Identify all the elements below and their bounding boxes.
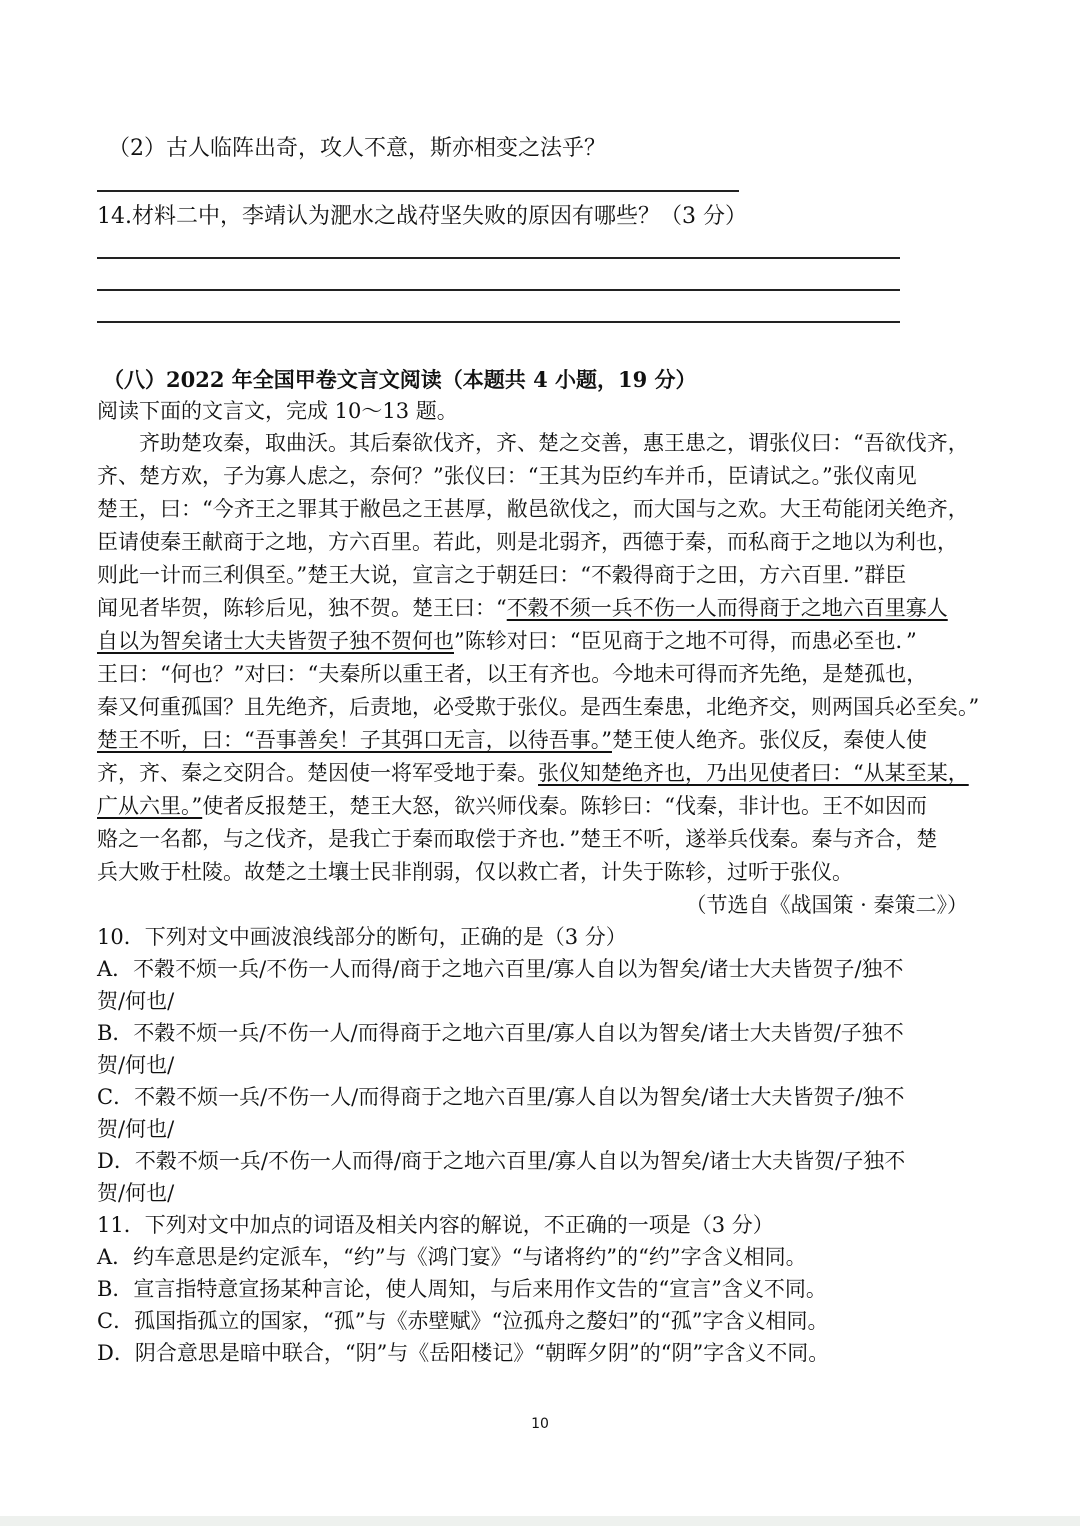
section-title: （八）2022 年全国甲卷文言文阅读（本题共 4 小题，19 分） <box>103 367 697 392</box>
passage-text: 齐，齐、秦之交阴合。楚因使一将军受地于秦。 <box>97 761 538 785</box>
passage-line <box>97 791 927 821</box>
passage-line <box>97 626 917 656</box>
q11-option-b: B．宣言指特意宣扬某种言论，使人周知，与后来用作文告的“宣言”含义不同。 <box>97 1277 827 1301</box>
passage-source: （节选自《战国策 · 秦策二》） <box>685 893 968 917</box>
q10-option-d: D．不穀不烦一兵/不伤一人而得/商于之地六百里/寡人自以为智矣/诸士大夫皆贺/子独不 <box>97 1149 906 1173</box>
passage-line <box>97 725 927 755</box>
passage-line: 王曰：“何也？”对曰：“夫秦所以重王者，以王有齐也。今地未可得而齐先绝，是楚孤也， <box>97 662 928 686</box>
answer-line <box>97 321 900 323</box>
passage-line: 齐、楚方欢，子为寡人虑之，奈何？”张仪曰：“王其为臣约车并币，臣请试之。”张仪南见 <box>97 464 917 488</box>
passage-line: 臣请使秦王献商于之地，方六百里。若此，则是北弱齐，西德于秦，而私商于之地以为利也， <box>97 530 958 554</box>
passage-line: 秦又何重孤国？且先绝齐，后责地，必受欺于张仪。是西生秦患，北绝齐交，则两国兵必至矣。” <box>97 695 980 719</box>
answer-line <box>97 190 739 192</box>
passage-line <box>97 758 969 788</box>
q11-stem: 11．下列对文中加点的词语及相关内容的解说，不正确的一项是（3 分） <box>97 1213 774 1237</box>
wavy-underlined-text: 不穀不须一兵不伤一人而得商于之地六百里寡人 <box>506 596 948 620</box>
underlined-text: 广从六里。” <box>97 794 203 818</box>
passage-text: 楚王使人绝齐。张仪反，秦使人使 <box>611 728 927 752</box>
page-number: 10 <box>531 1416 549 1432</box>
section-instruction: 阅读下面的文言文，完成 10～13 题。 <box>97 399 458 423</box>
q11-option-d: D．阴合意思是暗中联合，“阴”与《岳阳楼记》“朝晖夕阴”的“阴”字含义不同。 <box>97 1341 830 1365</box>
answer-line <box>97 257 900 259</box>
passage-line: 齐助楚攻秦，取曲沃。其后秦欲伐齐，齐、楚之交善，惠王患之，谓张仪曰：“吾欲伐齐， <box>97 431 969 455</box>
q14-text: 14.材料二中，李靖认为淝水之战苻坚失败的原因有哪些？（3 分） <box>97 204 747 229</box>
scan-edge <box>0 1516 1080 1526</box>
q11-option-c: C．孤国指孤立的国家，“孤”与《赤壁赋》“泣孤舟之嫠妇”的“孤”字含义相同。 <box>97 1309 829 1333</box>
underlined-text: 张仪知楚绝齐也，乃出见使者曰：“从某至某， <box>538 761 969 785</box>
q10-option-c-cont: 贺/何也/ <box>97 1117 175 1141</box>
q10-option-b-cont: 贺/何也/ <box>97 1053 175 1077</box>
underlined-text: 楚王不听，曰：“吾事善矣！子其弭口无言，以待吾事。” <box>97 728 612 752</box>
passage-line: 兵大败于杜陵。故楚之土壤士民非削弱，仅以救亡者，计失于陈轸，过听于张仪。 <box>97 860 853 884</box>
q13-part2-text: （2）古人临阵出奇，攻人不意，斯亦相变之法乎？ <box>108 136 606 161</box>
answer-line <box>97 289 900 291</box>
q10-option-c: C．不穀不烦一兵/不伤一人/而得商于之地六百里/寡人自以为智矣/诸士大夫皆贺子/独不 <box>97 1085 905 1109</box>
q10-stem: 10．下列对文中画波浪线部分的断句，正确的是（3 分） <box>97 925 627 949</box>
q10-option-a: A．不穀不烦一兵/不伤一人而得/商于之地六百里/寡人自以为智矣/诸士大夫皆贺子/独不 <box>97 957 904 981</box>
passage-line: 楚王，曰：“今齐王之罪其于敝邑之王甚厚，敝邑欲伐之，而大国与之欢。大王苟能闭关绝齐， <box>97 497 969 521</box>
passage-text: 闻见者毕贺，陈轸后见，独不贺。楚王曰：“ <box>97 596 507 620</box>
passage-line: 赂之一名都，与之伐齐，是我亡于秦而取偿于齐也．”楚王不听，遂举兵伐秦。秦与齐合，楚 <box>97 827 938 851</box>
q10-option-a-cont: 贺/何也/ <box>97 989 175 1013</box>
passage-line: 则此一计而三利俱至。”楚王大说，宣言之于朝廷曰：“不穀得商于之田，方六百里．”群臣 <box>97 563 907 587</box>
q10-option-b: B．不穀不烦一兵/不伤一人/而得商于之地六百里/寡人自以为智矣/诸士大夫皆贺/子独不 <box>97 1021 904 1045</box>
passage-text: 使者反报楚王，楚王大怒，欲兴师伐秦。陈轸曰：“伐秦，非计也。王不如因而 <box>202 794 927 818</box>
passage-line <box>97 593 948 623</box>
q11-option-a: A．约车意思是约定派车，“约”与《鸿门宴》“与诸将约”的“约”字含义相同。 <box>97 1245 807 1269</box>
q10-option-d-cont: 贺/何也/ <box>97 1181 175 1205</box>
wavy-underlined-text: 自以为智矣诸士大夫皆贺子独不贺何也 <box>97 629 454 653</box>
passage-text: ”陈轸对曰：“臣见商于之地不可得，而患必至也．” <box>454 629 917 653</box>
